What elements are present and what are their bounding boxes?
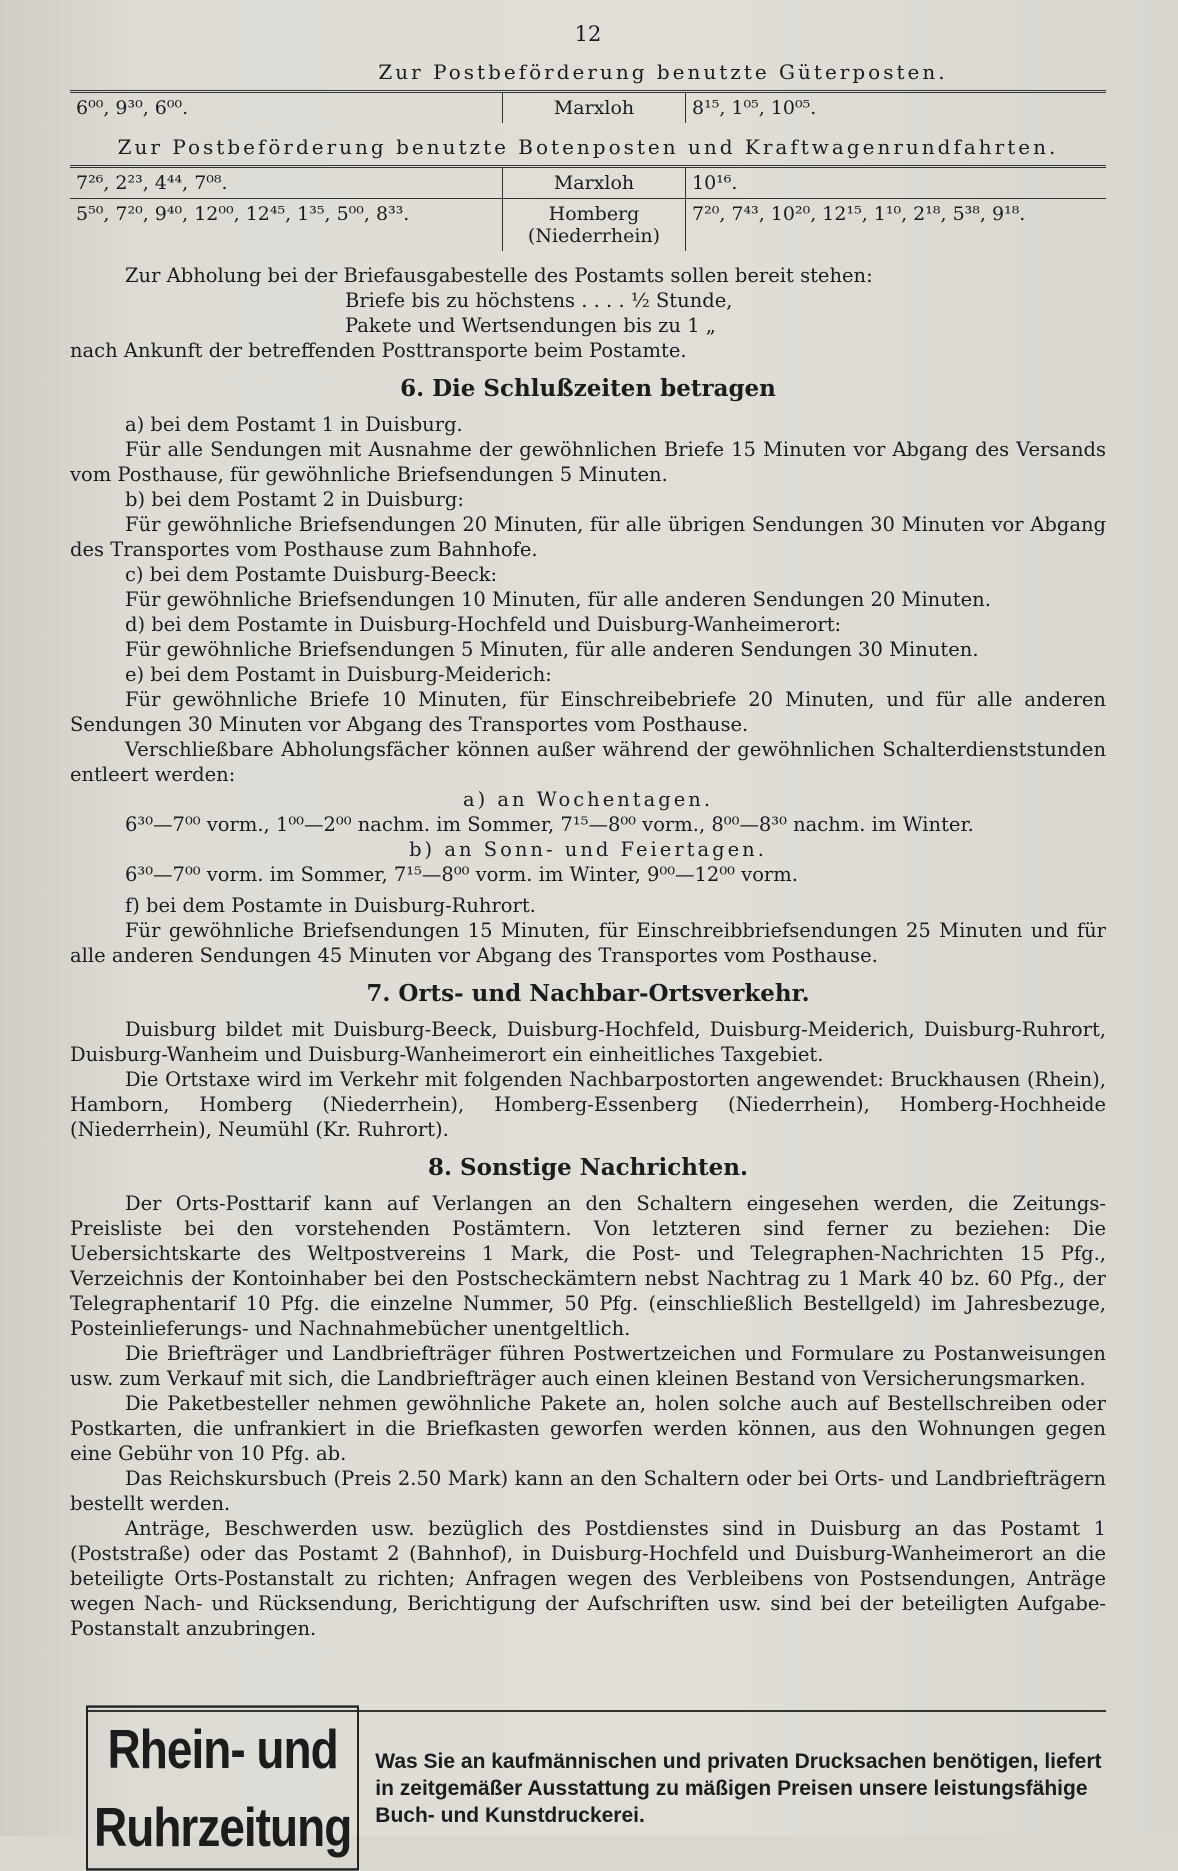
s6-e-head: e) bei dem Postamt in Duisburg-Meiderich: <box>125 663 552 686</box>
s7-p2: Die Ortstaxe wird im Verkehr mit folgenden Nachbarpostorten angewendet: Bruckhausen (Rhein), Hamborn, Homberg (Niederrhein), Homberg-Essenberg (Niederrhein), Homberg-Hochheide (Niederrhein), Neumühl (Kr. Ruhrort). <box>70 1068 1106 1141</box>
s6-weekdays-text: 6³⁰—7⁰⁰ vorm., 1⁰⁰—2⁰⁰ nachm. im Sommer, 7¹⁵—8⁰⁰ vorm., 8⁰⁰—8³⁰ nachm. im Winter. <box>125 813 974 836</box>
table-row <box>70 167 1106 199</box>
departures: 7²⁶, 2²³, 4⁴⁴, 7⁰⁸. <box>70 167 503 199</box>
s8-p4: Das Reichskursbuch (Preis 2.50 Mark) kann an den Schaltern oder bei Orts- und Landbriefträgern bestellt werden. <box>70 1467 1106 1515</box>
freight-table <box>70 90 1106 123</box>
advert-text: Was Sie an kaufmännischen und privaten Drucksachen benötigen, liefert in zeitgemäßer Ausstattung zu mäßigen Preisen unsere leistungsfähige Buch- und Kunstdruckerei. <box>375 1749 1102 1827</box>
s8-p5: Anträge, Beschwerden usw. bezüglich des Postdienstes sind in Duisburg an das Postamt 1 (Poststraße) oder das Postamt 2 (Bahnhof), in Duisburg-Hochfeld und Duisburg-Wanheimerort an die beteiligte Orts-Postanstalt zu richten; Anfragen wegen des Verbleibens von Postsendungen, Anträge wegen Nach- und Rücksendung, Berichtigung der Aufschriften usw. sind bei der beteiligten Aufgabe-Postanstalt anzubringen. <box>70 1517 1106 1640</box>
place: Marxloh <box>503 167 686 199</box>
place: Homberg (Niederrhein) <box>503 199 686 252</box>
s6-f-text: Für gewöhnliche Briefsendungen 15 Minuten, für Einschreibbriefsendungen 25 Minuten und für alle anderen Sendungen 45 Minuten vor Abgang des Transportes vom Posthause. <box>70 919 1106 967</box>
departures: 5⁵⁰, 7²⁰, 9⁴⁰, 12⁰⁰, 12⁴⁵, 1³⁵, 5⁰⁰, 8³³. <box>70 199 503 252</box>
s6-b-head: b) bei dem Postamt 2 in Duisburg: <box>125 488 464 511</box>
pickup-line1: Briefe bis zu höchstens . . . . ½ Stunde, <box>345 289 733 312</box>
s6-e-text: Für gewöhnliche Briefe 10 Minuten, für Einschreibebriefe 20 Minuten, und für alle anderen Sendungen 30 Minuten vor Abgang des Transportes vom Posthause. <box>70 688 1106 736</box>
s6-c-text: Für gewöhnliche Briefsendungen 10 Minuten, für alle anderen Sendungen 20 Minuten. <box>125 588 991 611</box>
s6-d-head: d) bei dem Postamte in Duisburg-Hochfeld und Duisburg-Wanheimerort: <box>125 613 842 636</box>
s6-d-text: Für gewöhnliche Briefsendungen 5 Minuten, für alle anderen Sendungen 30 Minuten. <box>125 638 979 661</box>
s6-c-head: c) bei dem Postamte Duisburg-Beeck: <box>125 563 498 586</box>
s8-p1: Der Orts-Posttarif kann auf Verlangen an den Schaltern eingesehen werden, die Zeitungs-Preisliste bei den vorstehenden Postämtern. Von letzteren sind ferner zu beziehen: Die Uebersichtskarte des Weltpostvereins 1 Mark, die Post- und Telegraphen-Nachrichten 15 Pfg., Verzeichnis der Kontoinhaber bei den Postscheckämtern nebst Nachtrag zu 1 Mark 40 bz. 60 Pfg., der Telegraphentarif 10 Pfg. die einzelne Nummer, 50 Pfg. (einschließlich Bestellgeld) im Jahresbezuge, Posteinlieferungs- und Nachnahmebücher unentgeltlich. <box>70 1192 1106 1340</box>
freight-place: Marxloh <box>503 92 686 124</box>
section8-title: 8. Sonstige Nachrichten. <box>428 1154 748 1181</box>
arrivals: 10¹⁶. <box>686 167 1107 199</box>
freight-departures: 6⁰⁰, 9³⁰, 6⁰⁰. <box>70 92 503 124</box>
s6-a-text: Für alle Sendungen mit Ausnahme der gewöhnlichen Briefe 15 Minuten vor Abgang des Versands vom Posthause, für gewöhnliche Briefsendungen 5 Minuten. <box>70 438 1106 486</box>
table-row <box>70 199 1106 252</box>
messenger-heading: Zur Postbeförderung benutzte Botenposten und Kraftwagenrundfahrten. <box>117 135 1059 159</box>
s6-sundays-head: b) an Sonn- und Feiertagen. <box>409 838 767 861</box>
s6-a-head: a) bei dem Postamt 1 in Duisburg. <box>125 413 463 436</box>
s6-lockers: Verschließbare Abholungsfächer können außer während der gewöhnlichen Schalterdienststunden entleert werden: <box>70 738 1106 786</box>
freight-arrivals: 8¹⁵, 1⁰⁵, 10⁰⁵. <box>692 97 817 119</box>
section7-title: 7. Orts- und Nachbar-Ortsverkehr. <box>366 980 810 1007</box>
s6-sundays-text: 6³⁰—7⁰⁰ vorm. im Sommer, 7¹⁵—8⁰⁰ vorm. im Winter, 9⁰⁰—12⁰⁰ vorm. <box>125 863 798 886</box>
pickup-intro: Zur Abholung bei der Briefausgabestelle des Postamts sollen bereit stehen: <box>125 264 873 287</box>
s6-b-text: Für gewöhnliche Briefsendungen 20 Minuten, für alle übrigen Sendungen 30 Minuten vor Abgang des Transportes vom Posthause zum Bahnhofe. <box>70 513 1106 561</box>
section6-title: 6. Die Schlußzeiten betragen <box>400 375 776 402</box>
arrivals: 7²⁰, 7⁴³, 10²⁰, 12¹⁵, 1¹⁰, 2¹⁸, 5³⁸, 9¹⁸. <box>692 203 1026 225</box>
s6-f-head: f) bei dem Postamte in Duisburg-Ruhrort. <box>125 894 536 917</box>
pickup-line2: Pakete und Wertsendungen bis zu 1 „ <box>345 314 716 337</box>
s8-p2: Die Briefträger und Landbriefträger führen Postwertzeichen und Formulare zu Postanweisungen usw. zum Verkauf mit sich, die Landbriefträger auch einen kleinen Bestand von Versicherungsmarken. <box>70 1342 1106 1390</box>
freight-heading: Zur Postbeförderung benutzte Güterposten. <box>378 60 948 84</box>
s7-p1: Duisburg bildet mit Duisburg-Beeck, Duisburg-Hochfeld, Duisburg-Meiderich, Duisburg-Ruhrort, Duisburg-Wanheim und Duisburg-Wanheimerort ein einheitliches Taxgebiet. <box>70 1018 1106 1066</box>
pickup-outro: nach Ankunft der betreffenden Posttransporte beim Postamte. <box>70 339 687 362</box>
page-number: 12 <box>574 22 602 46</box>
messenger-table <box>70 165 1106 251</box>
s8-p3: Die Paketbesteller nehmen gewöhnliche Pakete an, holen solche auch auf Bestellschreiben oder Postkarten, die unfrankiert in die Briefkasten geworfen werden können, aus den Wohnungen gegen eine Gebühr von 10 Pfg. ab. <box>70 1392 1106 1465</box>
advert-logo: Rhein- und Ruhrzeitung <box>86 1705 359 1870</box>
s6-weekdays-head: a) an Wochentagen. <box>462 788 714 811</box>
